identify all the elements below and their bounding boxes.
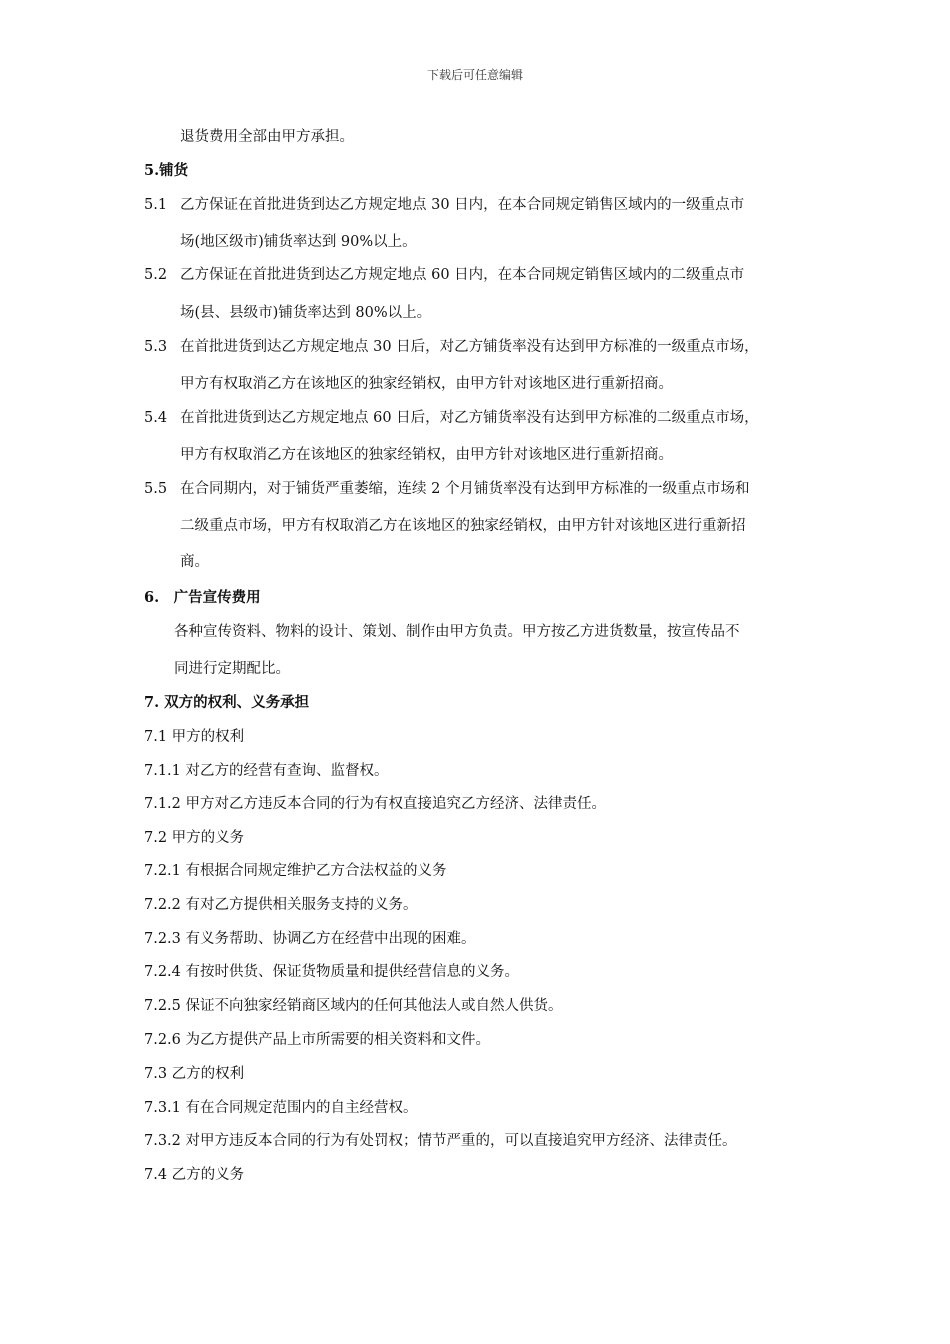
text-line: 7.1.2 甲方对乙方违反本合同的行为有权直接追究乙方经济、法律责任。 <box>144 796 607 812</box>
text-line: 甲方有权取消乙方在该地区的独家经销权，由甲方针对该地区进行重新招商。 <box>180 447 673 463</box>
item-text: 乙方保证在首批进货到达乙方规定地点 30 日内，在本合同规定销售区域内的一级重点市 <box>180 197 745 213</box>
item-text: 在首批进货到达乙方规定地点 30 日后，对乙方铺货率没有达到甲方标准的一级重点市场， <box>180 339 759 355</box>
text-line: 7.2.3 有义务帮助、协调乙方在经营中出现的困难。 <box>144 931 476 947</box>
numbered-line <box>144 480 749 498</box>
text-line: 7.2.5 保证不向独家经销商区域内的任何其他法人或自然人供货。 <box>144 998 563 1014</box>
text-line: 7.2.2 有对乙方提供相关服务支持的义务。 <box>144 897 418 913</box>
item-number: 5.2 <box>144 267 168 283</box>
subsection-heading: 7.1 甲方的权利 <box>144 729 245 745</box>
item-number: 5.4 <box>144 410 168 426</box>
text-line: 7.1.1 对乙方的经营有查询、监督权。 <box>144 763 389 779</box>
text-line: 退货费用全部由甲方承担。 <box>180 129 354 145</box>
item-number: 5.5 <box>144 481 168 497</box>
section-heading: 7. 双方的权利、义务承担 <box>144 694 310 711</box>
text-line: 7.3.2 对甲方违反本合同的行为有处罚权；情节严重的，可以直接追究甲方经济、法律责任。 <box>144 1133 737 1149</box>
text-line: 二级重点市场，甲方有权取消乙方在该地区的独家经销权，由甲方针对该地区进行重新招 <box>180 518 746 534</box>
numbered-line <box>144 196 744 214</box>
numbered-line <box>144 266 744 284</box>
text-line: 7.2.1 有根据合同规定维护乙方合法权益的义务 <box>144 863 447 879</box>
section-heading: 5.铺货 <box>144 162 189 179</box>
page-header: 下载后可任意编辑 <box>426 68 523 82</box>
subsection-heading: 7.4 乙方的义务 <box>144 1167 245 1183</box>
item-number: 5.3 <box>144 339 168 355</box>
text-line: 甲方有权取消乙方在该地区的独家经销权，由甲方针对该地区进行重新招商。 <box>180 376 673 392</box>
text-line: 商。 <box>180 554 209 570</box>
item-text: 在首批进货到达乙方规定地点 60 日后，对乙方铺货率没有达到甲方标准的二级重点市场， <box>180 410 759 426</box>
text-line: 场(地区级市)铺货率达到 90%以上。 <box>180 234 417 250</box>
subsection-heading: 7.2 甲方的义务 <box>144 830 245 846</box>
item-number: 5.1 <box>144 197 168 213</box>
numbered-line <box>144 338 759 356</box>
text-line: 7.2.4 有按时供货、保证货物质量和提供经营信息的义务。 <box>144 964 520 980</box>
numbered-line <box>144 409 759 427</box>
text-line: 同进行定期配比。 <box>174 661 290 677</box>
section-heading: 6. 广告宣传费用 <box>144 589 261 606</box>
text-line: 场(县、县级市)铺货率达到 80%以上。 <box>180 305 432 321</box>
text-line: 7.3.1 有在合同规定范围内的自主经营权。 <box>144 1100 418 1116</box>
item-text: 乙方保证在首批进货到达乙方规定地点 60 日内，在本合同规定销售区域内的二级重点市 <box>180 267 745 283</box>
text-line: 各种宣传资料、物料的设计、策划、制作由甲方负责。甲方按乙方进货数量，按宣传品不 <box>174 624 740 640</box>
subsection-heading: 7.3 乙方的权利 <box>144 1066 245 1082</box>
text-line: 7.2.6 为乙方提供产品上市所需要的相关资料和文件。 <box>144 1032 491 1048</box>
item-text: 在合同期内，对于铺货严重萎缩，连续 2 个月铺货率没有达到甲方标准的一级重点市场和 <box>180 481 750 497</box>
